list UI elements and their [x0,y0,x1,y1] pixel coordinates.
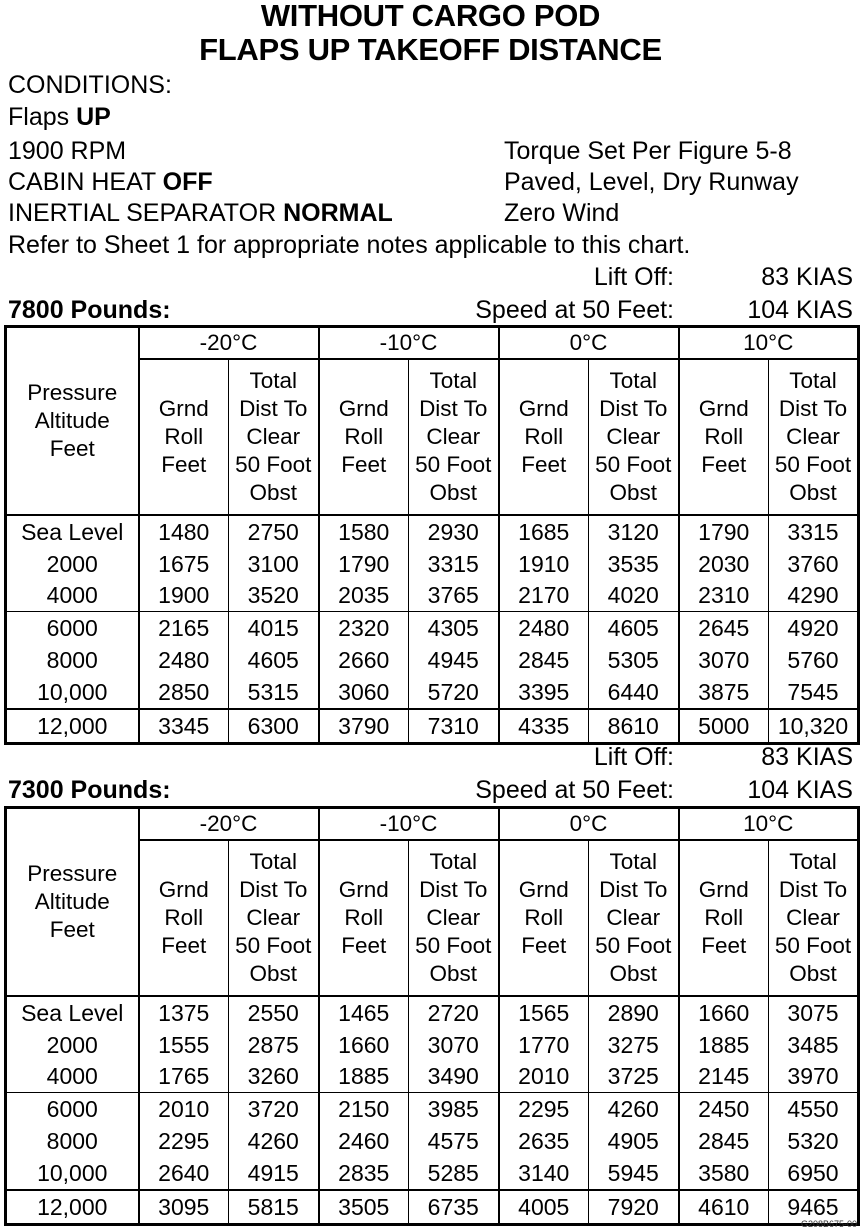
temperature-header: 0°C [499,327,679,360]
condition-cabin-label: CABIN HEAT [8,168,163,196]
total-distance-header-line: 50 Foot [415,933,492,958]
total-distance-cell: 5945 [589,1157,679,1190]
ground-roll-cell: 2150 [319,1093,409,1125]
total-distance-header-line: Dist To [599,396,668,421]
table-row [6,1125,859,1157]
total-distance-header-line: Dist To [239,877,308,902]
total-distance-cell: 3725 [589,1061,679,1093]
ground-roll-header-line: Grnd [338,396,389,421]
total-distance-header [769,359,859,515]
ground-roll-cell: 3140 [499,1157,589,1190]
weight-label: 7800 Pounds: [8,296,171,324]
total-distance-cell: 2750 [229,515,319,548]
condition-torque: Torque Set Per Figure 5-8 [504,137,792,165]
ground-roll-cell: 3580 [679,1157,769,1190]
total-distance-cell: 8610 [589,709,679,743]
table-row [6,612,859,644]
total-distance-header-line: Clear [246,905,301,930]
altitude-header-line: Pressure [27,380,118,405]
ground-roll-header-line: Grnd [158,396,209,421]
total-distance-cell: 3315 [769,515,859,548]
total-distance-cell: 2550 [229,996,319,1029]
condition-inertial-separator [8,199,393,227]
ground-roll-cell: 2295 [158,1128,210,1155]
ground-roll-cell: 4005 [499,1190,589,1224]
ground-roll-cell: 1885 [319,1061,409,1093]
total-distance-cell: 7310 [409,709,499,743]
total-distance-cell: 3970 [769,1061,859,1093]
altitude-cell: 10,000 [6,1157,139,1190]
total-distance-header-line: 50 Foot [235,933,312,958]
ground-roll-header-line: Roll [344,905,384,930]
ground-roll-cell: 1770 [499,1029,589,1061]
ground-roll-cell: 3095 [139,1190,229,1224]
ground-roll-cell: 5000 [679,709,769,743]
ground-roll-cell: 1565 [499,996,589,1029]
total-distance-cell: 3275 [589,1029,679,1061]
weight-label: 7300 Pounds: [8,776,171,804]
altitude-cell: Sea Level [6,515,139,548]
ground-roll-cell: 1910 [499,548,589,580]
total-distance-cell: 3070 [409,1029,499,1061]
table-row [6,580,859,612]
total-distance-cell: 3520 [229,580,319,612]
ground-roll-header-line: Grnd [698,396,749,421]
total-distance-header-line: Obst [249,480,298,505]
ground-roll-cell: 1885 [679,1029,769,1061]
ground-roll-header-line: Feet [701,452,747,477]
table-row [6,676,859,709]
table-row [6,1093,859,1125]
ground-roll-cell: 2835 [319,1157,409,1190]
condition-inertial-label: INERTIAL SEPARATOR [8,199,284,227]
total-distance-cell: 3720 [229,1093,319,1125]
total-distance-cell: 4260 [229,1125,319,1157]
ground-roll-cell: 2845 [679,1125,769,1157]
total-distance-cell: 7545 [769,676,859,709]
total-distance-cell: 6440 [589,676,679,709]
liftoff-value: 83 KIAS [761,743,853,771]
ground-roll-cell: 2660 [319,644,409,676]
total-distance-cell: 3100 [229,548,319,580]
ground-roll-cell: 1900 [158,582,210,609]
table-row [6,1061,859,1093]
takeoff-distance-table [4,806,860,1226]
total-distance-cell: 2890 [589,996,679,1029]
ground-roll-header-line: Grnd [518,396,569,421]
ground-roll-cell: 1660 [679,996,769,1029]
ground-roll-cell: 1765 [158,1063,210,1090]
ground-roll-header-line: Feet [701,933,747,958]
conditions-heading: CONDITIONS: [8,71,172,99]
total-distance-header-line: Clear [786,424,840,449]
total-distance-cell: 10,320 [769,709,859,743]
total-distance-cell: 6950 [769,1157,859,1190]
ground-roll-cell: 2035 [319,580,409,612]
total-distance-header-line: Total [249,368,298,393]
total-distance-header-line: Clear [606,905,661,930]
total-distance-cell: 4920 [769,612,859,644]
altitude-header-line: Altitude [34,408,110,433]
total-distance-cell: 3760 [769,548,859,580]
table-row [6,1157,859,1190]
total-distance-cell: 2875 [229,1029,319,1061]
total-distance-header-line: Dist To [778,396,848,421]
total-distance-header-line: Obst [609,961,658,986]
ground-roll-header-line: Grnd [698,877,749,902]
total-distance-header-line: Obst [609,480,658,505]
temperature-header: -20°C [139,808,319,841]
total-distance-cell: 4020 [589,580,679,612]
ground-roll-cell: 4335 [499,709,589,743]
total-distance-cell: 3120 [589,515,679,548]
table-row [6,709,859,743]
ground-roll-cell: 1375 [139,996,229,1029]
ground-roll-cell: 1555 [158,1031,210,1058]
table-row [6,1029,859,1061]
total-distance-header-line: Obst [429,961,478,986]
altitude-cell: 4000 [6,580,139,612]
total-distance-cell: 3075 [769,996,859,1029]
total-distance-cell: 4305 [409,612,499,644]
total-distance-header-line: Total [789,849,837,874]
total-distance-header-line: Clear [246,424,301,449]
temperature-header-row [6,808,859,841]
total-distance-header [769,840,859,996]
total-distance-header-line: 50 Foot [595,452,672,477]
total-distance-cell: 4605 [229,644,319,676]
ground-roll-cell: 2030 [679,548,769,580]
table-row [6,1190,859,1224]
condition-wind: Zero Wind [504,199,620,227]
speed-50ft-label: Speed at 50 Feet: [475,776,674,804]
altitude-cell: 10,000 [6,676,139,709]
total-distance-header-line: Total [429,368,478,393]
ground-roll-cell: 2450 [679,1093,769,1125]
ground-roll-header-line: Grnd [158,877,209,902]
total-distance-cell: 4905 [589,1125,679,1157]
ground-roll-header [319,840,409,996]
ground-roll-cell: 2645 [679,612,769,644]
ground-roll-cell: 1480 [139,515,229,548]
speed-50ft-value: 104 KIAS [747,296,853,324]
total-distance-cell: 4575 [409,1125,499,1157]
total-distance-cell: 5720 [409,676,499,709]
ground-roll-cell: 2635 [499,1125,589,1157]
ground-roll-header-line: Feet [161,452,207,477]
ground-roll-cell: 1790 [319,548,409,580]
total-distance-header-line: Obst [789,961,837,986]
ground-roll-cell: 2320 [319,612,409,644]
total-distance-cell: 5815 [229,1190,319,1224]
total-distance-header-line: 50 Foot [774,452,852,477]
ground-roll-header-line: Roll [164,905,204,930]
ground-roll-cell: 2480 [158,647,210,674]
condition-cabin-heat [8,168,213,196]
total-distance-header-line: 50 Foot [235,452,312,477]
condition-cabin-value: OFF [162,168,213,196]
ground-roll-cell: 2295 [499,1093,589,1125]
condition-runway: Paved, Level, Dry Runway [504,168,799,196]
speed-50ft-label: Speed at 50 Feet: [475,296,674,324]
total-distance-header [589,359,679,515]
total-distance-header-line: Dist To [419,396,488,421]
altitude-cell: 4000 [6,1061,139,1093]
altitude-cell: 2000 [6,548,139,580]
ground-roll-cell: 2165 [139,612,229,644]
ground-roll-cell: 2010 [499,1061,589,1093]
ground-roll-header [499,840,589,996]
total-distance-header-line: Clear [606,424,661,449]
altitude-header [6,808,139,997]
ground-roll-cell: 2845 [499,644,589,676]
altitude-cell: 2000 [6,1029,139,1061]
speed-50ft-value: 104 KIAS [747,776,853,804]
ground-roll-header [139,359,229,515]
ground-roll-header-line: Roll [524,424,564,449]
total-distance-header-line: 50 Foot [595,933,672,958]
ground-roll-header-line: Feet [521,933,567,958]
total-distance-header-line: Obst [249,961,298,986]
total-distance-header-line: Total [789,368,837,393]
altitude-header-line: Pressure [27,861,118,886]
total-distance-cell: 2720 [409,996,499,1029]
total-distance-cell: 5285 [409,1157,499,1190]
total-distance-cell: 4550 [769,1093,859,1125]
total-distance-cell: 4290 [769,580,859,612]
total-distance-header-line: Dist To [778,877,848,902]
altitude-cell: 12,000 [6,1190,139,1224]
temperature-header: -10°C [319,808,499,841]
total-distance-header-line: Clear [426,905,481,930]
liftoff-value: 83 KIAS [761,263,853,291]
temperature-header: -20°C [139,327,319,360]
ground-roll-cell: 1660 [319,1029,409,1061]
temperature-header: 10°C [679,327,859,360]
ground-roll-cell: 2460 [319,1125,409,1157]
total-distance-cell: 6300 [229,709,319,743]
total-distance-header-line: Obst [429,480,478,505]
ground-roll-cell: 3070 [679,644,769,676]
ground-roll-header-line: Roll [344,424,384,449]
takeoff-distance-table [4,325,860,745]
temperature-header: 10°C [679,808,859,841]
table-row [6,996,859,1029]
condition-flaps-label: Flaps [8,103,77,131]
liftoff-label: Lift Off: [593,263,674,291]
ground-roll-header-line: Grnd [518,877,569,902]
liftoff-label: Lift Off: [593,743,674,771]
ground-roll-header-line: Feet [341,452,387,477]
total-distance-header [589,840,679,996]
altitude-cell: Sea Level [6,996,139,1029]
altitude-cell: 8000 [6,644,139,676]
condition-inertial-value: NORMAL [283,199,393,227]
ground-roll-header-line: Feet [521,452,567,477]
figure-code: G208B675-00 [800,1219,857,1229]
ground-roll-header-line: Feet [161,933,207,958]
total-distance-header [229,359,319,515]
total-distance-header-line: 50 Foot [774,933,852,958]
ground-roll-cell: 4610 [679,1190,769,1224]
total-distance-cell: 4260 [589,1093,679,1125]
total-distance-header-line: Total [609,849,658,874]
condition-flaps [8,103,111,131]
condition-rpm: 1900 RPM [8,137,127,165]
total-distance-header-line: Total [609,368,658,393]
total-distance-cell: 4015 [229,612,319,644]
total-distance-header-line: Clear [426,424,481,449]
ground-roll-cell: 1790 [679,515,769,548]
conditions-note: Refer to Sheet 1 for appropriate notes applicable to this chart. [8,231,691,259]
total-distance-cell: 3260 [229,1061,319,1093]
total-distance-header-line: Clear [786,905,840,930]
ground-roll-header [679,840,769,996]
altitude-cell: 8000 [6,1125,139,1157]
altitude-cell: 12,000 [6,709,139,743]
total-distance-cell: 3535 [589,548,679,580]
ground-roll-header-line: Roll [164,424,204,449]
ground-roll-cell: 2310 [679,580,769,612]
ground-roll-cell: 1675 [158,550,210,577]
total-distance-cell: 5760 [769,644,859,676]
total-distance-cell: 5320 [769,1125,859,1157]
total-distance-cell: 3765 [409,580,499,612]
altitude-cell: 6000 [6,1093,139,1125]
total-distance-cell: 3985 [409,1093,499,1125]
condition-flaps-value: UP [76,103,111,131]
ground-roll-cell: 2010 [139,1093,229,1125]
total-distance-cell: 7920 [589,1190,679,1224]
ground-roll-header [139,840,229,996]
ground-roll-header-line: Roll [704,424,744,449]
table-row [6,644,859,676]
total-distance-header [409,840,499,996]
temperature-header: -10°C [319,327,499,360]
ground-roll-cell: 3505 [319,1190,409,1224]
total-distance-header-line: Dist To [419,877,488,902]
ground-roll-cell: 3395 [499,676,589,709]
altitude-header-line: Altitude [34,889,110,914]
table-row [6,548,859,580]
total-distance-cell: 2930 [409,515,499,548]
total-distance-cell: 3315 [409,548,499,580]
temperature-header: 0°C [499,808,679,841]
total-distance-header-line: 50 Foot [415,452,492,477]
temperature-header-row [6,327,859,360]
ground-roll-cell: 2850 [158,678,210,705]
table-row [6,515,859,548]
total-distance-header-line: Total [249,849,298,874]
ground-roll-cell: 1685 [499,515,589,548]
ground-roll-header [499,359,589,515]
chart-title-line-2: FLAPS UP TAKEOFF DISTANCE [199,32,662,67]
ground-roll-cell: 3345 [139,709,229,743]
total-distance-cell: 5315 [229,676,319,709]
ground-roll-header-line: Feet [341,933,387,958]
total-distance-cell: 3485 [769,1029,859,1061]
total-distance-cell: 9465 [769,1190,859,1224]
total-distance-cell: 5305 [589,644,679,676]
ground-roll-cell: 2170 [499,580,589,612]
ground-roll-cell: 2640 [158,1159,210,1186]
ground-roll-header-line: Grnd [338,877,389,902]
altitude-header [6,327,139,516]
total-distance-cell: 4605 [589,612,679,644]
total-distance-cell: 6735 [409,1190,499,1224]
total-distance-header [409,359,499,515]
total-distance-header-line: Obst [789,480,837,505]
ground-roll-header [319,359,409,515]
ground-roll-header-line: Roll [704,905,744,930]
total-distance-header-line: Dist To [239,396,308,421]
ground-roll-cell: 2480 [499,612,589,644]
total-distance-header [229,840,319,996]
total-distance-header-line: Dist To [599,877,668,902]
total-distance-cell: 4915 [229,1157,319,1190]
ground-roll-cell: 3060 [319,676,409,709]
altitude-cell: 6000 [6,612,139,644]
ground-roll-header-line: Roll [524,905,564,930]
ground-roll-header [679,359,769,515]
ground-roll-cell: 1465 [319,996,409,1029]
ground-roll-cell: 3875 [679,676,769,709]
total-distance-header-line: Total [429,849,478,874]
total-distance-cell: 3490 [409,1061,499,1093]
altitude-header-line: Feet [49,436,95,461]
total-distance-cell: 4945 [409,644,499,676]
ground-roll-cell: 2145 [679,1061,769,1093]
chart-title-line-1: WITHOUT CARGO POD [260,0,601,33]
ground-roll-cell: 1580 [319,515,409,548]
altitude-header-line: Feet [49,917,95,942]
ground-roll-cell: 3790 [319,709,409,743]
